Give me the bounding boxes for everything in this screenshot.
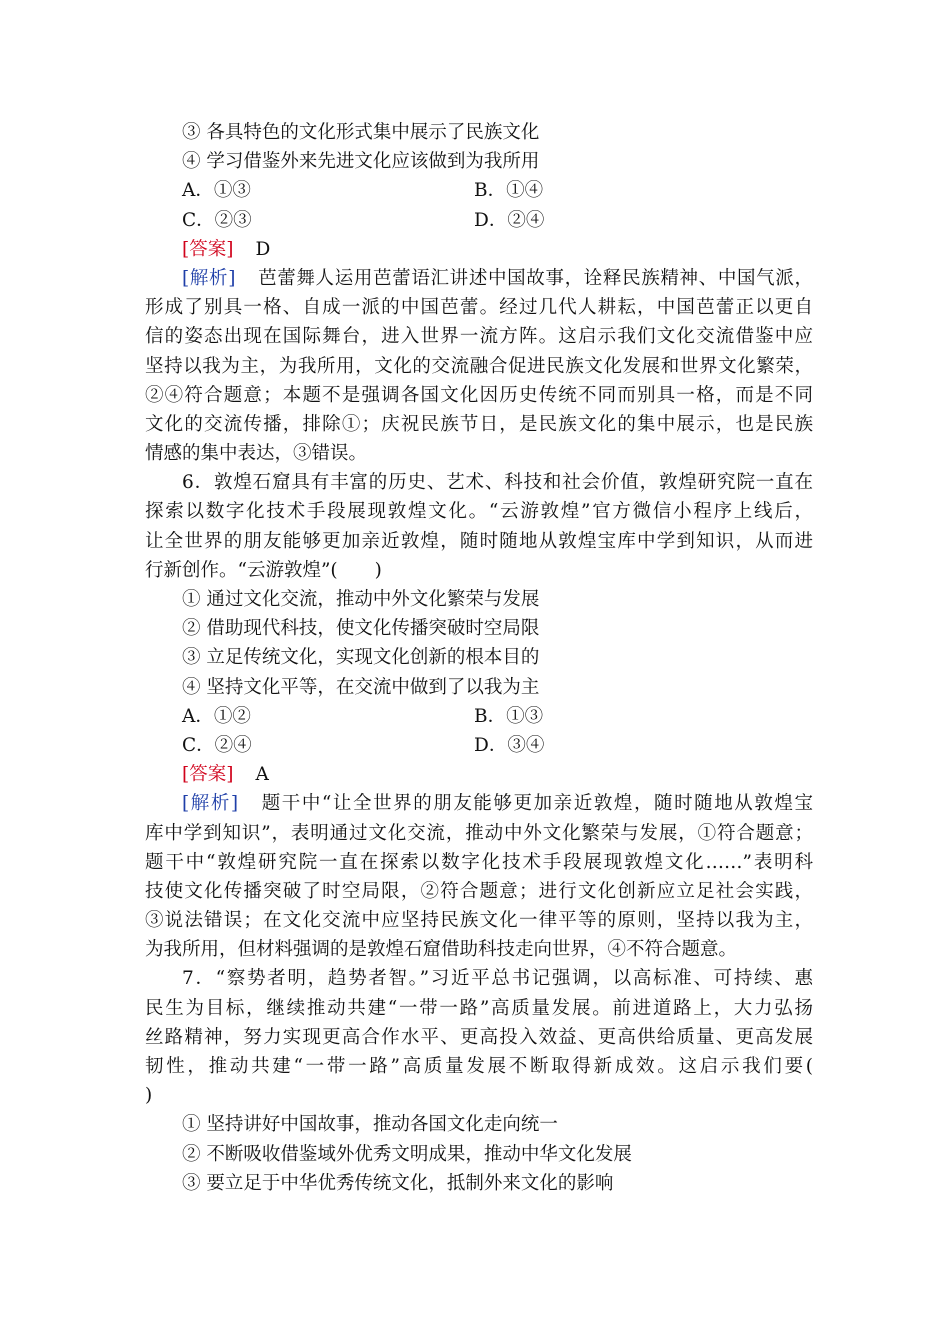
q5-analysis-line-3: 信的姿态出现在国际舞台，进入世界一流方阵。这启示我们文化交流借鉴中应 xyxy=(145,326,813,348)
q5-option-d: D．②④ xyxy=(474,209,545,231)
q6-answer xyxy=(145,760,813,789)
q6-analysis-line-2: 库中学到知识”，表明通过文化交流，推动中外文化繁荣与发展，①符合题意； xyxy=(145,822,813,844)
q6-item-1: ① 通过文化交流，推动中外文化繁荣与发展 xyxy=(182,589,540,610)
q6-analysis-line-1 xyxy=(145,789,813,818)
q6-analysis-line-5: ③说法错误；在文化交流中应坚持民族文化一律平等的原则，坚持以我为主， xyxy=(145,910,813,932)
q5-analysis-text-1: 芭蕾舞人运用芭蕾语汇讲述中国故事，诠释民族精神、中国气派， xyxy=(257,267,813,289)
q6-item-3: ③ 立足传统文化，实现文化创新的根本目的 xyxy=(182,647,540,669)
q7-stem-line-5: ) xyxy=(145,1085,153,1107)
q5-options-row-1 xyxy=(145,176,813,205)
q6-options-row-1 xyxy=(145,702,813,731)
q6-analysis-tag: [解析] xyxy=(182,793,239,815)
q7-stem-line-1: 7．“察势者明，趋势者智。”习近平总书记强调，以高标准、可持续、惠 xyxy=(182,968,813,990)
q5-analysis-line-1 xyxy=(145,264,813,293)
q6-analysis-line-6: 为我所用，但材料强调的是敦煌石窟借助科技走向世界，④不符合题意。 xyxy=(145,939,738,961)
q6-answer-value: A xyxy=(255,764,269,786)
q6-analysis-line-4: 技使文化传播突破了时空局限，②符合题意；进行文化创新应立足社会实践， xyxy=(145,880,813,902)
q7-item-2: ② 不断吸收借鉴域外优秀文明成果，推动中华文化发展 xyxy=(182,1143,632,1165)
document-page xyxy=(145,118,813,1198)
q5-analysis-line-5: ②④符合题意；本题不是强调各国文化因历史传统不同而别具一格，而是不同 xyxy=(145,384,813,406)
q6-answer-tag: [答案] xyxy=(182,764,234,786)
q6-option-b: B．①③ xyxy=(474,705,544,727)
q5-options-row-2 xyxy=(145,206,813,235)
q6-stem-line-3: 让全世界的朋友能够更加亲近敦煌，随时随地从敦煌宝库中学到知识，从而进 xyxy=(145,530,813,552)
q5-analysis-line-4: 坚持以我为主，为我所用，文化的交流融合促进民族文化发展和世界文化繁荣， xyxy=(145,355,813,377)
q6-item-4: ④ 坚持文化平等，在交流中做到了以我为主 xyxy=(182,676,540,698)
q6-analysis-line-3: 题干中“敦煌研究院一直在探索以数字化技术手段展现敦煌文化……”表明科 xyxy=(145,851,813,873)
q6-options-row-2 xyxy=(145,731,813,760)
q7-stem-line-2: 民生为目标，继续推动共建“一带一路”高质量发展。前进道路上，大力弘扬 xyxy=(145,997,813,1019)
q7-item-3: ③ 要立足于中华优秀传统文化，抵制外来文化的影响 xyxy=(182,1172,614,1194)
q6-option-d: D．③④ xyxy=(474,734,545,756)
q5-answer-tag: [答案] xyxy=(182,238,234,260)
q5-analysis-line-7: 情感的集中表达，③错误。 xyxy=(145,443,368,465)
q6-option-c: C．②④ xyxy=(182,734,252,756)
q7-stem-line-3: 丝路精神，努力实现更高合作水平、更高投入效益、更高供给质量、更高发展 xyxy=(145,1026,813,1048)
q7-stem-line-4: 韧性，推动共建“一带一路”高质量发展不断取得新成效。这启示我们要( xyxy=(145,1056,813,1077)
q5-item-3: ③ 各具特色的文化形式集中展示了民族文化 xyxy=(182,122,540,143)
q7-item-1: ① 坚持讲好中国故事，推动各国文化走向统一 xyxy=(182,1114,558,1136)
q6-option-a: A．①② xyxy=(182,705,251,727)
q6-stem-line-4: 行新创作。“云游敦煌”( ) xyxy=(145,559,382,581)
q6-stem-line-2: 探索以数字化技术手段展现敦煌文化。“云游敦煌”官方微信小程序上线后， xyxy=(145,501,813,523)
q5-option-b: B．①④ xyxy=(474,180,544,202)
q6-item-2: ② 借助现代科技，使文化传播突破时空局限 xyxy=(182,618,540,640)
q5-analysis-line-6: 文化的交流传播，排除①；庆祝民族节日，是民族文化的集中展示，也是民族 xyxy=(145,413,813,435)
q5-answer-value: D xyxy=(255,238,271,260)
q5-answer xyxy=(145,235,813,264)
q6-analysis-text-1: 题干中“让全世界的朋友能够更加亲近敦煌，随时随地从敦煌宝 xyxy=(260,793,813,815)
q5-analysis-line-2: 形成了别具一格、自成一派的中国芭蕾。经过几代人耕耘，中国芭蕾正以更自 xyxy=(145,297,813,319)
q5-option-a: A．①③ xyxy=(182,180,251,202)
q5-option-c: C．②③ xyxy=(182,209,252,231)
q5-item-4: ④ 学习借鉴外来先进文化应该做到为我所用 xyxy=(182,151,540,173)
q6-stem-line-1: 6．敦煌石窟具有丰富的历史、艺术、科技和社会价值，敦煌研究院一直在 xyxy=(182,472,813,494)
q5-analysis-tag: [解析] xyxy=(182,267,236,289)
